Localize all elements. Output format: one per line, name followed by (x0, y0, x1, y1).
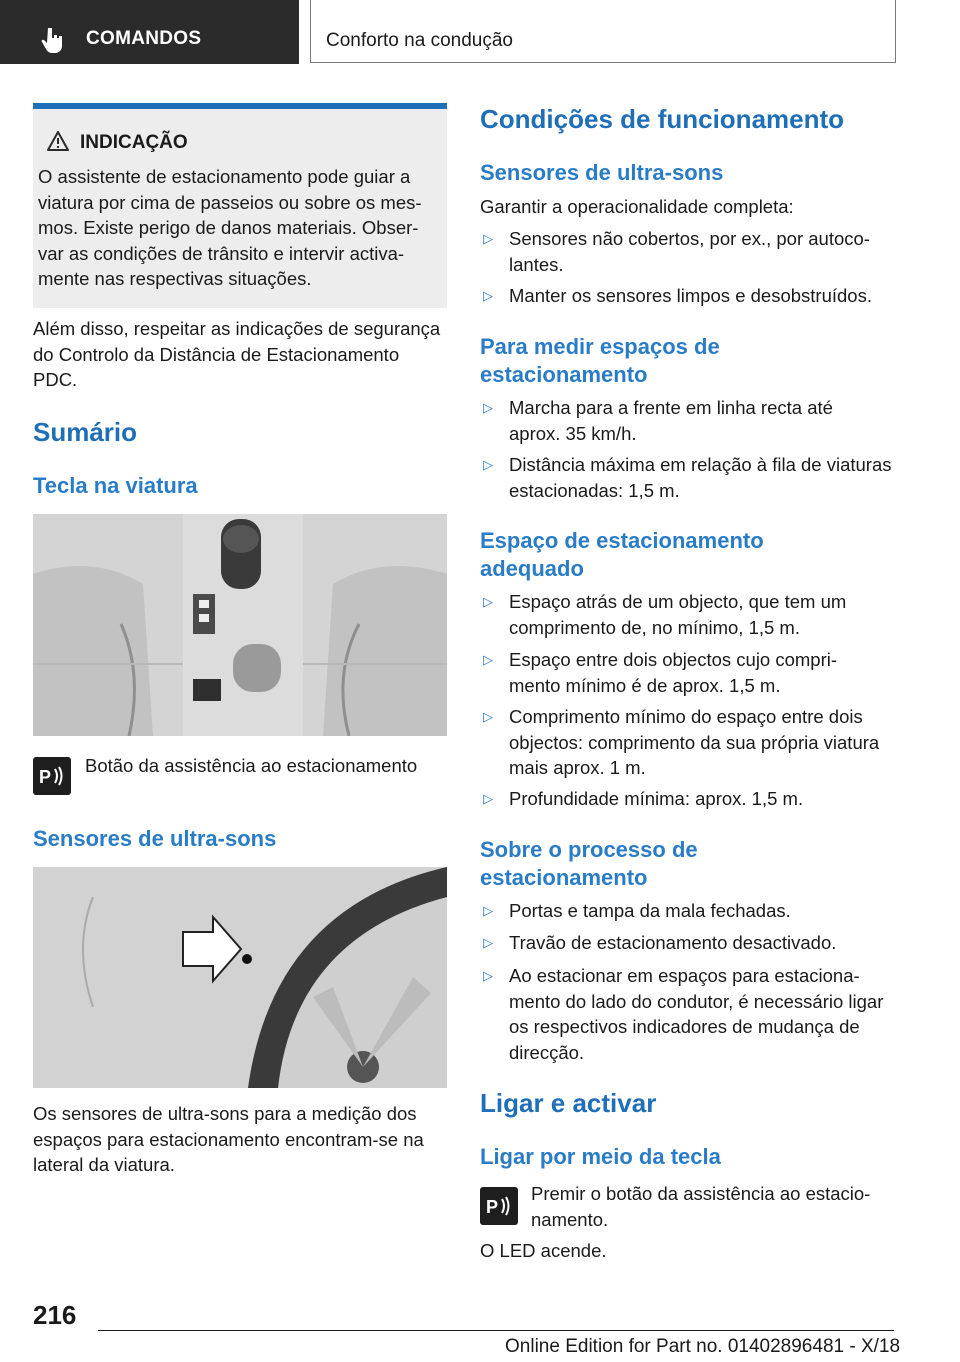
note-line: O assistente de estacionamento pode guiar a (38, 166, 411, 187)
console-illustration (33, 514, 447, 736)
led-text: O LED acende. (480, 1240, 607, 1261)
footer-divider (98, 1330, 894, 1331)
garantir-text: Garantir a operacionalidade completa: (480, 196, 794, 217)
bullet-triangle-icon: ▷ (483, 935, 493, 950)
bullet-triangle-icon: ▷ (483, 968, 493, 983)
heading-ligar-tecla: Ligar por meio da tecla (480, 1144, 721, 1169)
bullet-line: os respectivos indicadores de mudança de (509, 1016, 860, 1037)
bullet-triangle-icon: ▷ (483, 457, 493, 472)
premir-line: Premir o botão da assistência ao estacio- (531, 1183, 871, 1204)
sensors-text-line: espaços para estacionamento encontram-se na (33, 1128, 424, 1150)
bullet-triangle-icon: ▷ (483, 903, 493, 918)
bullet-line: Travão de estacionamento desactivado. (509, 932, 837, 953)
heading-espaco: Espaço de estacionamento (480, 528, 764, 553)
bullet-line: Sensores não cobertos, por ex., por autoco- (509, 228, 870, 249)
bullet-line: Marcha para a frente em linha recta até (509, 397, 833, 418)
bullet-line: Profundidade mínima: aprox. 1,5 m. (509, 788, 804, 809)
heading-condicoes: Condições de funcionamento (480, 104, 845, 134)
bullet-line: mento mínimo é de aprox. 1,5 m. (509, 674, 781, 696)
bullet-line: comprimento de, no mínimo, 1,5 m. (509, 616, 800, 638)
bullet-line: lantes. (509, 253, 564, 275)
heading-tecla-viatura: Tecla na viatura (33, 473, 198, 498)
heading-medir: estacionamento (480, 362, 648, 387)
heading-sumario: Sumário (33, 417, 138, 447)
bullet-triangle-icon: ▷ (483, 791, 493, 806)
sensors-text-line: Os sensores de ultra-sons para a medição dos (33, 1103, 417, 1124)
park-assist-button-icon (480, 1187, 518, 1225)
note-line: viatura por cima de passeios ou sobre os mes- (38, 191, 422, 213)
bullet-line: mais aprox. 1 m. (509, 757, 646, 778)
heading-sensores-right: Sensores de ultra-sons (480, 160, 724, 185)
warning-triangle-icon (47, 131, 69, 151)
intro-line: PDC. (33, 369, 78, 390)
section-title: COMANDOS (86, 28, 202, 49)
bullet-line: direcção. (509, 1041, 585, 1063)
wheel-sensor-illustration (33, 867, 447, 1088)
heading-ligar: Ligar e activar (480, 1088, 657, 1118)
subsection-title: Conforto na condução (326, 30, 513, 51)
intro-line: Além disso, respeitar as indicações de segurança (33, 318, 441, 339)
heading-sensores-left: Sensores de ultra-sons (33, 826, 277, 851)
note-line: var as condições de trânsito e intervir activa- (38, 242, 405, 264)
heading-medir: Para medir espaços de (480, 334, 720, 359)
bullet-triangle-icon: ▷ (483, 400, 493, 415)
sensors-text-line: lateral da viatura. (33, 1154, 175, 1175)
bullet-triangle-icon: ▷ (483, 231, 493, 246)
heading-espaco: adequado (480, 556, 584, 581)
note-title: INDICAÇÃO (80, 132, 188, 153)
intro-line: do Controlo da Distância de Estacionamento (33, 343, 400, 365)
bullet-triangle-icon: ▷ (483, 594, 493, 609)
premir-line: namento. (531, 1208, 609, 1230)
note-line: mente nas respectivas situações. (38, 268, 312, 289)
hand-pointer-icon (40, 26, 66, 54)
bullet-triangle-icon: ▷ (483, 652, 493, 667)
svg-text:P: P (39, 767, 52, 787)
bullet-line: objectos: comprimento da sua própria viatura (509, 731, 880, 753)
heading-processo: estacionamento (480, 865, 648, 890)
svg-text:P: P (486, 1197, 499, 1217)
bullet-line: Manter os sensores limpos e desobstruídos. (509, 285, 872, 306)
bullet-line: Espaço entre dois objectos cujo compri- (509, 649, 838, 670)
footer-edition: Online Edition for Part no. 01402896481 - X/18 (505, 1336, 901, 1357)
bullet-line: mento do lado do condutor, é necessário ligar (509, 990, 884, 1012)
bullet-line: aprox. 35 km/h. (509, 422, 637, 444)
bullet-line: Espaço atrás de um objecto, que tem um (509, 591, 847, 612)
note-line: mos. Existe perigo de danos materiais. Obser- (38, 217, 419, 238)
bullet-triangle-icon: ▷ (483, 709, 493, 724)
bullet-line: estacionadas: 1,5 m. (509, 479, 680, 501)
button-caption: Botão da assistência ao estacionamento (85, 755, 418, 776)
bullet-line: Portas e tampa da mala fechadas. (509, 900, 791, 921)
bullet-triangle-icon: ▷ (483, 288, 493, 303)
bullet-line: Comprimento mínimo do espaço entre dois (509, 706, 863, 727)
page-number: 216 (33, 1300, 77, 1330)
park-assist-button-icon (33, 757, 71, 795)
bullet-line: Distância máxima em relação à fila de viaturas (509, 454, 892, 475)
heading-processo: Sobre o processo de (480, 837, 698, 862)
bullet-line: Ao estacionar em espaços para estaciona- (509, 965, 860, 986)
